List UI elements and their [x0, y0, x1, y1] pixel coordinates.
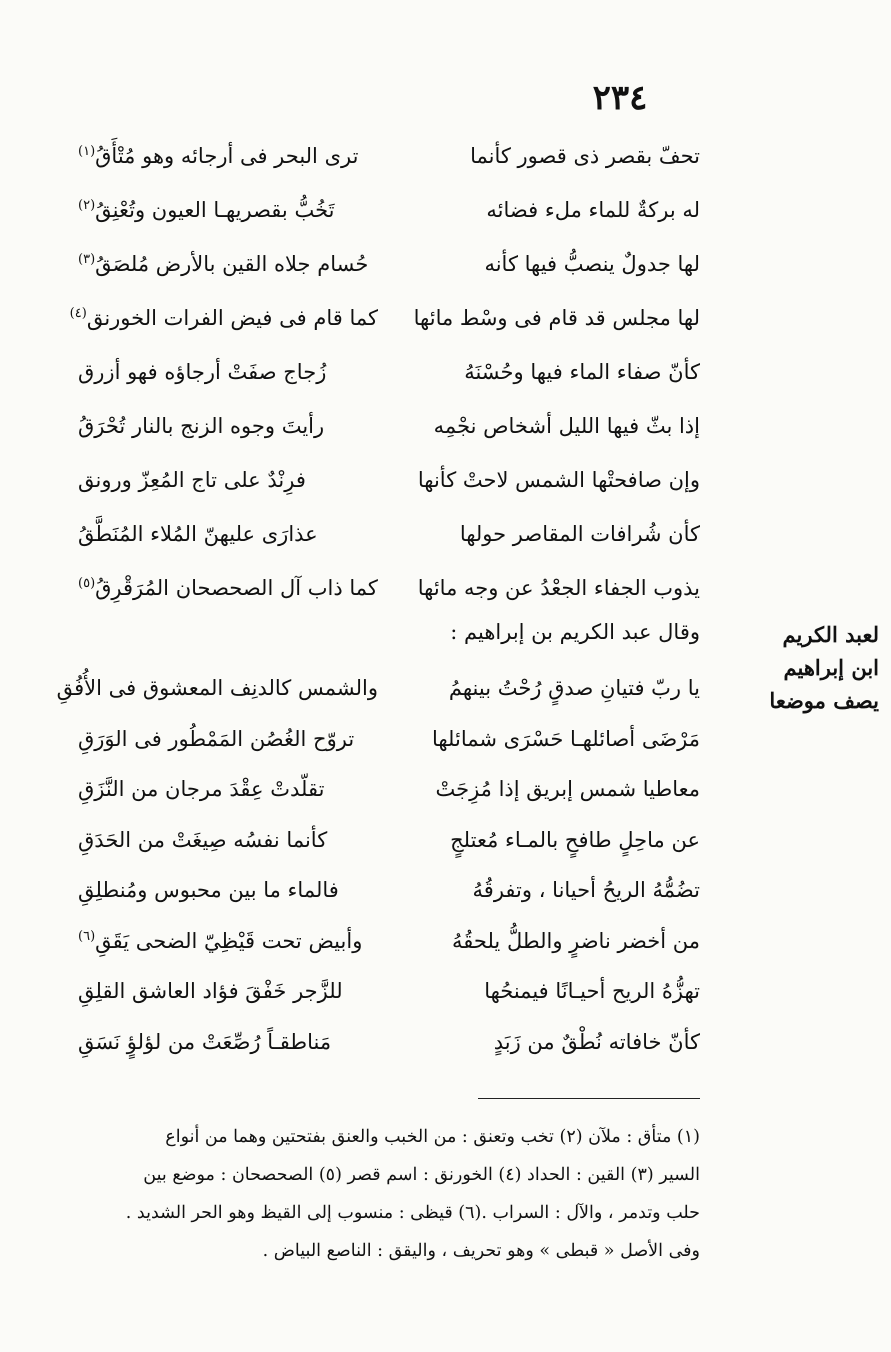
- verse-second-hemistich: [78, 398, 378, 454]
- verse-second-text: وأبيض تحت قَيْظِيّ الضحى يَقَقِ: [95, 928, 363, 953]
- verse-first-hemistich: لها مجلس قد قام فى وسْط مائها: [413, 306, 700, 330]
- verse-second-text: فرِنْدٌ على تاج المُعِزّ ورونق: [78, 468, 306, 492]
- footnote-reference: (٦): [78, 928, 96, 944]
- margin-note-line: لعبد الكريم: [782, 622, 879, 647]
- verse-first-hemistich: إذا بثّ فيها الليل أشخاص نجْمِه: [433, 414, 700, 438]
- verse-line: [78, 711, 700, 767]
- verse-second-hemistich: [56, 660, 378, 716]
- verse-second-text: تَخُبُّ بقصريهـا العيون وتُعْنِقُ: [95, 198, 335, 222]
- footnote-reference: (٥): [78, 576, 96, 591]
- verse-second-hemistich: [78, 862, 378, 918]
- verse-first-hemistich: تهزُّهُ الريح أحيـانًا فيمنحُها: [484, 979, 700, 1003]
- verse-first-hemistich: وإن صافحتْها الشمس لاحتْ كأنها: [417, 468, 700, 492]
- footnote-reference: (٤): [69, 306, 87, 321]
- verse-line: [78, 452, 700, 508]
- verse-second-hemistich: [78, 560, 378, 616]
- verse-second-hemistich: [78, 711, 378, 767]
- verse-second-hemistich: [78, 812, 378, 868]
- footnote-line: حلب وتدمر ، والآل : السراب .(٦) قيظى : منسوب إلى القيظ وهو الحر الشديد .: [125, 1203, 700, 1223]
- verse-line: [78, 344, 700, 400]
- verse-first-hemistich: عن ماحِلٍ طافحٍ بالمـاء مُعتلجٍ: [450, 827, 700, 852]
- footnote-divider: [478, 1098, 700, 1099]
- verse-line: [78, 128, 700, 184]
- footnote-reference: (١): [78, 144, 96, 159]
- margin-note-line: يصف موضعا: [769, 688, 879, 713]
- verse-second-text: تقلّدتْ عِقْدَ مرجان من النَّزَقِ: [78, 777, 325, 801]
- verse-second-hemistich: [78, 506, 378, 562]
- verse-second-text: زُجاج صفَتْ أرجاؤه فهو أزرق: [78, 360, 327, 384]
- verse-line: [78, 913, 700, 969]
- verse-second-hemistich: [78, 761, 378, 817]
- verse-first-hemistich: يا ربّ فتيانِ صدقٍ رُحْتُ بينهمُ: [448, 676, 700, 700]
- verse-line: [78, 506, 700, 562]
- verse-first-hemistich: مَرْضَى أصائلهـا حَسْرَى شمائلها: [431, 726, 700, 751]
- verse-line: [78, 812, 700, 868]
- verse-line: [78, 862, 700, 918]
- verse-second-hemistich: [78, 344, 378, 400]
- verse-second-text: والشمس كالدنِف المعشوق فى الأُفُقِ: [56, 676, 378, 700]
- verse-line: [78, 761, 700, 817]
- verse-second-text: كما قام فى فيض الفرات الخورنق: [86, 306, 378, 330]
- verse-second-text: رأيتَ وجوه الزنج بالنار تُحْرَقُ: [78, 414, 325, 438]
- verse-second-text: كأنما نفسُه صِيغَتْ من الحَدَقِ: [78, 827, 328, 852]
- page-number: ٢٣٤: [592, 78, 648, 118]
- verse-second-hemistich: [78, 128, 378, 184]
- verse-second-hemistich: [78, 1014, 378, 1070]
- verse-first-hemistich: كأن شُرافات المقاصر حولها: [459, 522, 700, 546]
- footnote-reference: (٢): [78, 198, 96, 213]
- verse-first-hemistich: من أخضر ناضرٍ والطلُّ يلحقُهُ: [452, 928, 700, 953]
- verse-first-hemistich: كأنّ صفاء الماء فيها وحُسْنَهُ: [464, 360, 700, 384]
- verse-second-text: للزَّجر خَفْقَ فؤاد العاشق القلِقِ: [78, 979, 343, 1003]
- footnote-line: السير (٣) القين : الحداد (٤) الخورنق : اسم قصر (٥) الصحصحان : موضع بين: [143, 1165, 700, 1185]
- verse-line: [78, 398, 700, 454]
- verse-second-text: حُسام جلاه القين بالأرض مُلصَقُ: [95, 252, 369, 276]
- footnote-line: (١) متأق : ملآن (٢) تخب وتعنق : من الخبب والعنق بفتحتين وهما من أنواع: [165, 1127, 700, 1147]
- verse-first-hemistich: له بركةٌ للماء ملء فضائه: [486, 198, 700, 222]
- verse-first-hemistich: معاطيا شمس إبريق إذا مُزِجَتْ: [435, 777, 700, 801]
- verse-line: [78, 182, 700, 238]
- verse-second-text: فالماء ما بين محبوس ومُنطلِقِ: [78, 878, 339, 902]
- verse-first-hemistich: تحفّ بقصر ذى قصور كأنما: [470, 144, 700, 168]
- verse-second-text: عذارَى عليهنّ المُلاء المُنَطَّقُ: [78, 522, 318, 546]
- verse-second-text: ترى البحر فى أرجائه وهو مُتْأَقُ: [95, 144, 359, 168]
- verse-second-text: كما ذاب آل الصحصحان المُرَقْرِقُ: [95, 576, 378, 600]
- verse-line: [78, 963, 700, 1019]
- verse-first-hemistich: كأنّ خافاته نُطْقٌ من زَبَدٍ: [493, 1029, 700, 1054]
- verse-first-hemistich: لها جدولٌ ينصبُّ فيها كأنه: [484, 252, 700, 276]
- verse-first-hemistich: يذوب الجفاء الجعْدُ عن وجه مائها: [417, 576, 700, 600]
- footnote-reference: (٣): [78, 252, 96, 267]
- footnotes: [72, 1118, 700, 1270]
- verse-second-text: مَناطقـاً رُصِّعَتْ من لؤلؤٍ نَسَقِ: [78, 1029, 332, 1054]
- verse-second-hemistich: [69, 290, 378, 346]
- verse-second-text: تروّح الغُصُن المَمْطُور فى الوَرَقِ: [78, 726, 355, 751]
- poem-intro: وقال عبد الكريم بن إبراهيم :: [450, 620, 700, 644]
- footnote-line: وفى الأصل « قبطى » وهو تحريف ، واليقق : الناصع البياض .: [262, 1241, 700, 1261]
- verse-second-hemistich: [78, 182, 378, 238]
- verse-line: [69, 290, 700, 346]
- verse-first-hemistich: تضُمُّهُ الريحُ أحيانا ، وتفرقُهُ: [472, 878, 700, 902]
- verse-second-hemistich: [78, 963, 378, 1019]
- verse-line: [78, 236, 700, 292]
- verse-line: [78, 560, 700, 616]
- verse-second-hemistich: [78, 236, 378, 292]
- verse-second-hemistich: [78, 913, 378, 969]
- verse-line: [78, 1014, 700, 1070]
- verse-second-hemistich: [78, 452, 378, 508]
- margin-note: [729, 618, 879, 717]
- margin-note-line: ابن إبراهيم: [783, 655, 879, 680]
- verse-line: [56, 660, 700, 716]
